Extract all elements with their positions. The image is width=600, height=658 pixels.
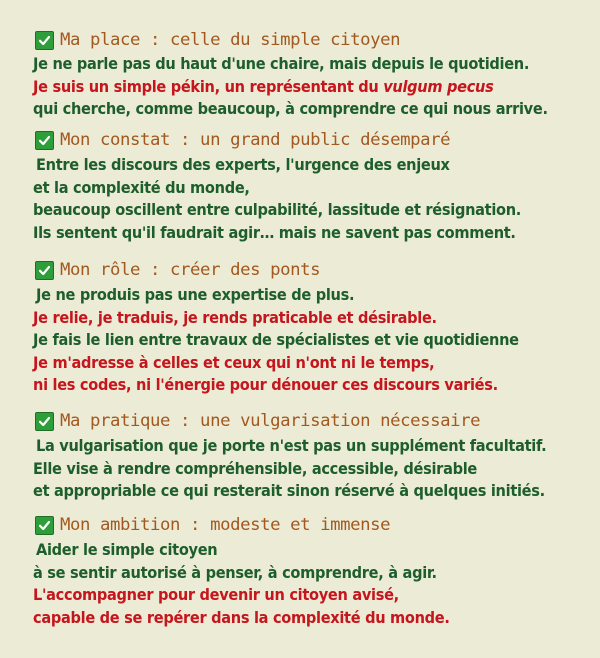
text-line: ni les codes, ni l'énergie pour dénouer ces discours variés.	[33, 375, 498, 394]
text-line: La vulgarisation que je porte n'est pas un supplément facultatif.	[36, 436, 547, 455]
section-heading	[0, 28, 600, 52]
text-line	[0, 76, 600, 99]
section-heading	[0, 409, 600, 433]
check-box-icon	[35, 31, 54, 50]
text-line: qui cherche, comme beaucoup, à comprendre ce qui nous arrive.	[33, 99, 548, 118]
text-line: Je m'adresse à celles et ceux qui n'ont ni le temps,	[33, 352, 435, 372]
text-line: à se sentir autorisé à penser, à comprendre, à agir.	[33, 562, 437, 582]
text-line: Je ne parle pas du haut d'une chaire, mais depuis le quotidien.	[33, 54, 530, 73]
section-constat	[0, 128, 600, 244]
text-line: Entre les discours des experts, l'urgence des enjeux	[36, 155, 450, 174]
section-role	[0, 258, 600, 397]
section-heading-text: Ma pratique : une vulgarisation nécessaire	[60, 411, 481, 431]
emphasis-text: vulgum pecus	[383, 76, 494, 96]
section-pratique	[0, 409, 600, 503]
section-heading	[0, 128, 600, 152]
text-line: et appropriable ce qui resterait sinon réservé à quelques initiés.	[33, 481, 545, 500]
check-box-icon	[35, 261, 54, 280]
text-line: Ils sentent qu'il faudrait agir… mais ne savent pas comment.	[33, 222, 516, 242]
section-heading-text: Mon rôle : créer des ponts	[60, 260, 321, 280]
section-heading-text: Mon ambition : modeste et immense	[60, 515, 391, 535]
section-ambition	[0, 513, 600, 629]
text-line: L'accompagner pour devenir un citoyen avisé,	[33, 585, 399, 604]
check-box-icon	[35, 412, 54, 431]
section-heading-text: Ma place : celle du simple citoyen	[60, 30, 401, 50]
text-line: Je ne produis pas une expertise de plus.	[36, 285, 355, 304]
text-line: Elle vise à rendre compréhensible, accessible, désirable	[33, 458, 477, 478]
text-line: capable de se repérer dans la complexité du monde.	[33, 607, 450, 627]
section-heading-text: Mon constat : un grand public désemparé	[60, 130, 451, 150]
check-box-icon	[35, 516, 54, 535]
section-heading	[0, 513, 600, 537]
text-line: Je relie, je traduis, je rends praticable et désirable.	[33, 307, 437, 327]
section-place	[0, 28, 600, 121]
text-line: et la complexité du monde,	[33, 177, 250, 197]
text-line: Aider le simple citoyen	[36, 540, 218, 559]
check-box-icon	[35, 131, 54, 150]
section-heading	[0, 258, 600, 282]
text-line: Je fais le lien entre travaux de spécialistes et vie quotidienne	[33, 330, 519, 349]
text-line: beaucoup oscillent entre culpabilité, lassitude et résignation.	[33, 200, 522, 219]
text-line-part: Je suis un simple pékin, un représentant du	[33, 76, 379, 96]
